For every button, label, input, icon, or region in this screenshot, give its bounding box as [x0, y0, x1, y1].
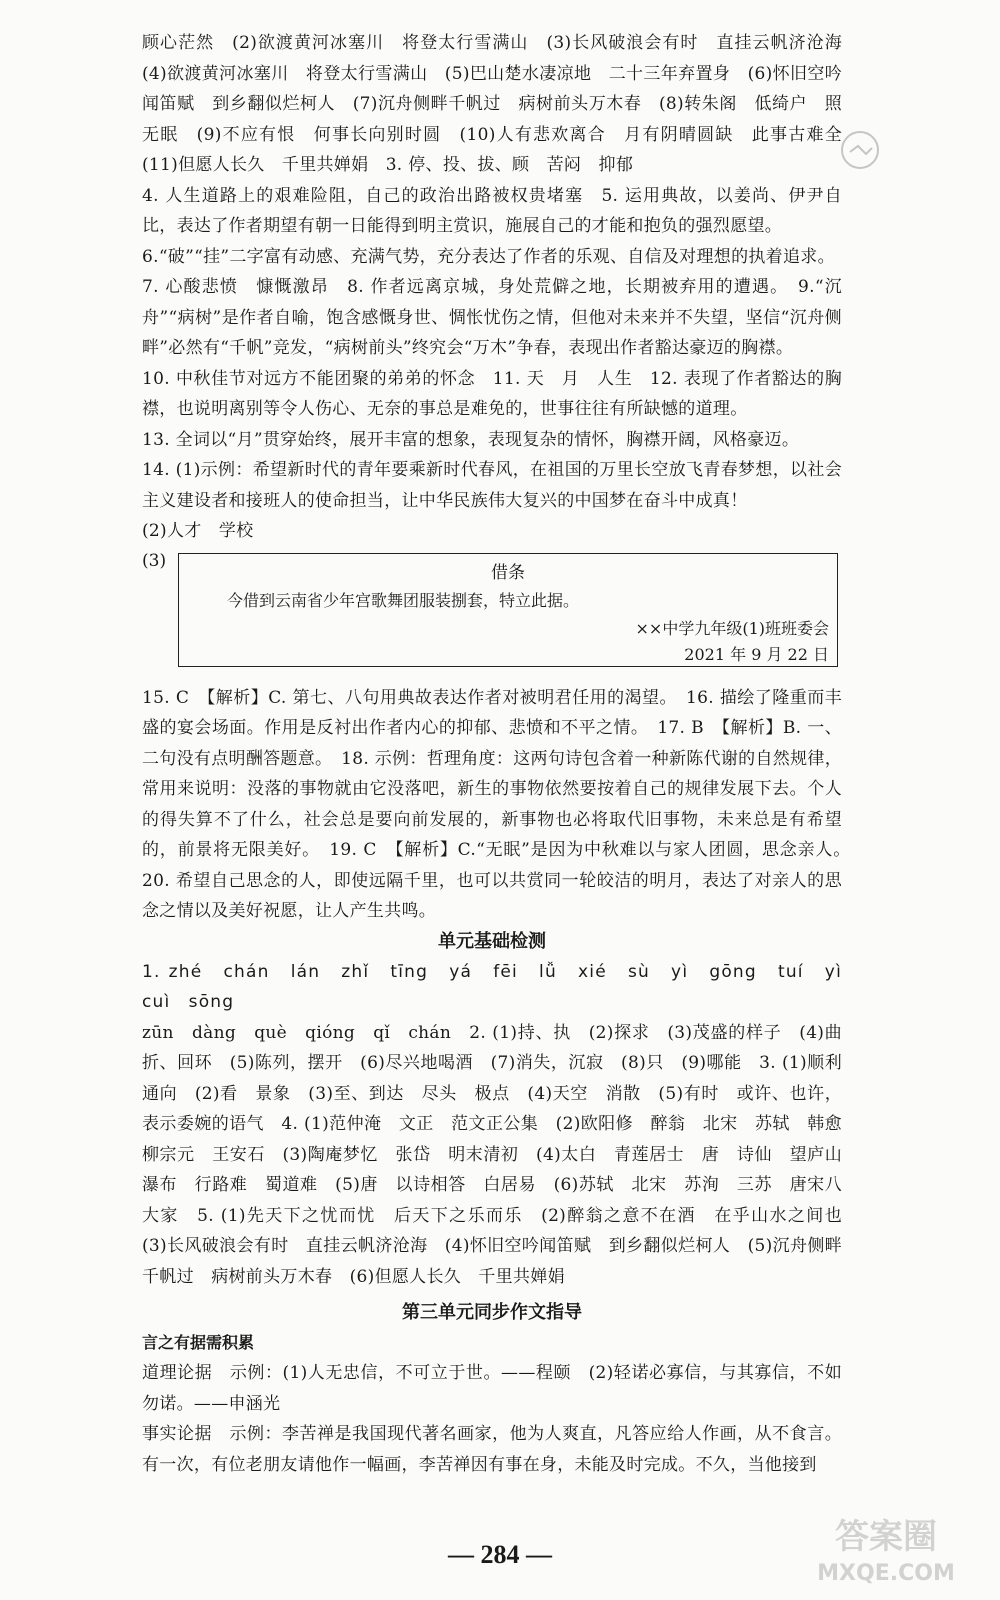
iou-note-row: [142, 549, 842, 679]
answer-paragraph-1: 顾心茫然 (2)欲渡黄河冰塞川 将登太行雪满山 (3)长风破浪会有时 直挂云帆济沧海 (4)欲渡黄河冰塞川 将登太行雪满山 (5)巴山楚水凄凉地 二十三年弃置身 (6)怀旧空吟闻笛赋 到乡翻似烂柯人 (7)沉舟侧畔千帆过 病树前头万木春 (8)转朱阁 低绮户 照无眠 (9)不应有恨 何事长向别时圆 (10)人有悲欢离合 月有阴晴圆缺 此事古难全 (11)但愿人长久 千里共婵娟 3. 停、投、拔、顾 苦闷 抑郁: [142, 33, 860, 175]
watermark-logo: [786, 1510, 986, 1590]
iou-note-title: 借条: [491, 562, 525, 583]
corner-stamp-icon: [838, 128, 882, 172]
iou-note-date: 2021 年 9 月 22 日: [684, 644, 829, 664]
unit-test-answers: zūn dàng què qióng qǐ chán 2. (1)持、执 (2)探求 (3)茂盛的样子 (4)曲折、回环 (5)陈列，摆开 (6)尽兴地喝酒 (7)消失，沉寂 (8)只 (9)哪能 3. (1)顺利 通向 (2)看 景象 (3)至、到达 尽头 极点 (4)天空 消散 (5)有时 或许、也许，表示委婉的语气 4. (1)范仲淹 文正 范文正公集 (2)欧阳修 醉翁 北宋 苏轼 韩愈 柳宗元 王安石 (3)陶庵梦忆 张岱 明末清初 (4)太白 青莲居士 唐 诗仙 望庐山瀑布 行路难 蜀道难 (5)唐 以诗相答 白居易 (6)苏轼 北宋 苏洵 三苏 唐宋八大家 5. (1)先天下之忧而忧 后天下之乐而乐 (2)醉翁之意不在酒 在乎山水之间也 (3)长风破浪会有时 直挂云帆济沧海 (4)怀旧空吟闻笛赋 到乡翻似烂柯人 (5)沉舟侧畔千帆过 病树前头万木春 (6)但愿人长久 千里共婵娟: [142, 1022, 860, 1287]
answer-paragraph-4: 7. 心酸悲愤 慷慨激昂 8. 作者远离京城，身处荒僻之地，长期被弃用的遭遇。 9.“沉舟”“病树”是作者自喻，饱含感慨身世、惆怅忧伤之情，但他对未来并不失望，坚信“沉舟侧畔”必然有“千帆”竞发，“病树前头”终究会“万木”争春，表现出作者豁达豪迈的胸襟。: [142, 277, 842, 358]
answer-paragraph-2: 4. 人生道路上的艰难险阻，自己的政治出路被权贵堵塞 5. 运用典故，以姜尚、伊尹自比，表达了作者期望有朝一日能得到明主赏识，施展自己的才能和抱负的强烈愿望。: [142, 185, 842, 236]
reason-argument-paragraph: 道理论据 示例：(1)人无忠信，不可立于世。——程颐 (2)轻诺必寡信，与其寡信，不如勿诺。——申涵光: [142, 1363, 842, 1414]
page-number: — 284 —: [448, 1540, 552, 1569]
iou-note-signer: ××中学九年级(1)班班委会: [635, 618, 829, 638]
page-content: [142, 28, 861, 1480]
answer-paragraph-9: 15. C 【解析】C. 第七、八句用典故表达作者对被明君任用的渴望。 16. 描绘了隆重而丰盛的宴会场面。作用是反衬出作者内心的抑郁、悲愤和不平之情。 17. B 【解析】B. 一、二句没有点明酬答题意。 18. 示例：哲理角度：这两句诗包含着一种新陈代谢的自然规律，常用来说明：没落的事物就由它没落吧，新生的事物依然要按着自己的规律发展下去。个人的得失算不了什么，社会总是要向前发展的，新事物也必将取代旧事物，未来总是有希望的，前景将无限美好。 19. C 【解析】C.“无眠”是因为中秋难以与家人团圆，思念亲人。 20. 希望自己思念的人，即使远隔千里，也可以共赏同一轮皎洁的明月，表达了对亲人的思念之情以及美好祝愿，让人产生共鸣。: [142, 687, 860, 921]
composition-subtitle: 言之有据需积累: [142, 1333, 255, 1352]
watermark-url-text: MXQE.COM: [817, 1561, 955, 1586]
iou-note-body: 今借到云南省少年宫歌舞团服装捌套，特立此据。: [227, 590, 580, 610]
iou-note-label: (3): [142, 550, 167, 571]
section-title-composition: 第三单元同步作文指导: [402, 1302, 582, 1323]
watermark-logo-text: 答案圈: [835, 1517, 937, 1557]
fact-argument-paragraph: 事实论据 示例：李苦禅是我国现代著名画家，他为人爽直，凡答应给人作画，从不食言。有一次，有位老朋友请他作一幅画，李苦禅因有事在身，未能及时完成。不久，当他接到: [142, 1424, 842, 1475]
answer-paragraph-8: (2)人才 学校: [142, 521, 254, 541]
iou-note-box: [178, 553, 838, 667]
pinyin-line: 1. zhé chán lán zhǐ tīng yá fēi lǚ xié sù yì gōng tuí yì cuì sōng: [142, 961, 861, 1012]
answer-paragraph-3: 6.“破”“挂”二字富有动感、充满气势，充分表达了作者的乐观、自信及对理想的执着追求。: [142, 246, 835, 267]
section-title-unit-test: 单元基础检测: [438, 930, 546, 952]
answer-paragraph-7: 14. (1)示例：希望新时代的青年要乘新时代春风，在祖国的万里长空放飞青春梦想，以社会主义建设者和接班人的使命担当，让中华民族伟大复兴的中国梦在奋斗中成真！: [142, 460, 842, 511]
answer-paragraph-6: 13. 全词以“月”贯穿始终，展开丰富的想象，表现复杂的情怀，胸襟开阔，风格豪迈。: [142, 429, 800, 450]
answer-paragraph-5: 10. 中秋佳节对远方不能团聚的弟弟的怀念 11. 天 月 人生 12. 表现了作者豁达的胸襟，也说明离别等令人伤心、无奈的事总是难免的，世事往往有所缺憾的道理。: [142, 368, 842, 419]
